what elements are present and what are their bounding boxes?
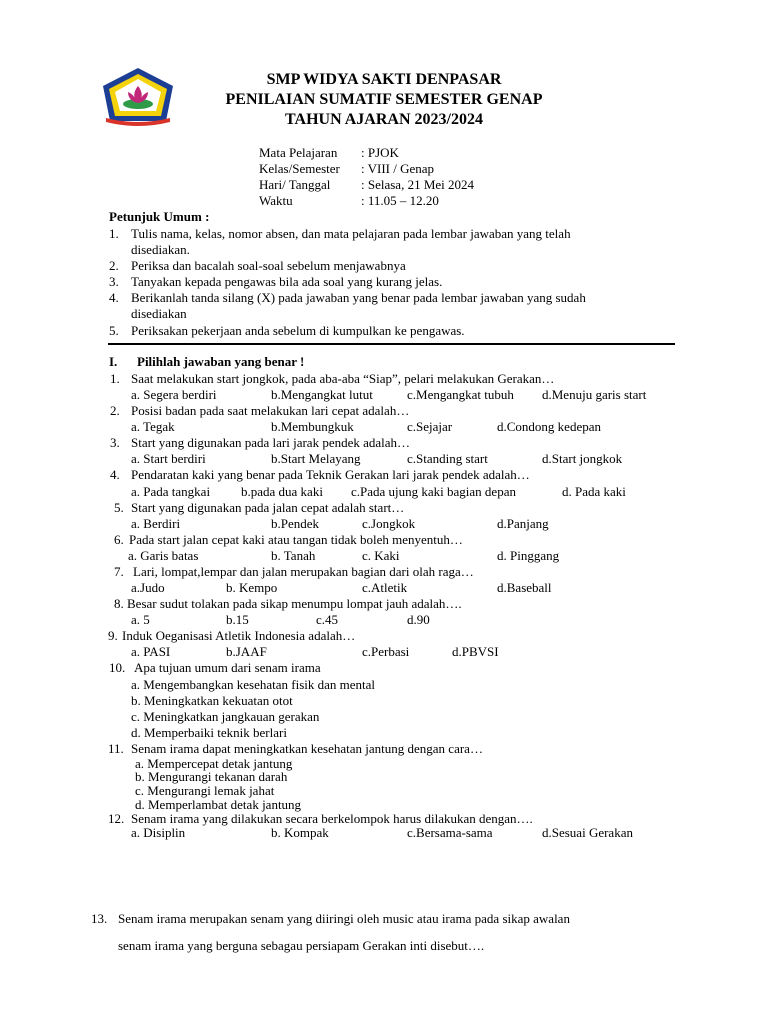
answer-option[interactable]: c.45 bbox=[316, 612, 339, 627]
answer-option[interactable]: a. Mengembangkan kesehatan fisik dan mental bbox=[131, 677, 376, 692]
instruction-num: 4. bbox=[109, 290, 119, 305]
answer-option[interactable]: c.Atletik bbox=[362, 580, 408, 595]
answer-option[interactable]: a. Berdiri bbox=[131, 516, 181, 531]
question-text: Pendaratan kaki yang benar pada Teknik Gerakan lari jarak pendek adalah… bbox=[131, 467, 530, 482]
instruction-text: Tulis nama, kelas, nomor absen, dan mata pelajaran pada lembar jawaban yang telah bbox=[131, 226, 571, 241]
question-text: Start yang digunakan pada lari jarak pendek adalah… bbox=[131, 435, 411, 450]
question-number: 13. bbox=[91, 911, 108, 926]
info-value: : VIII / Genap bbox=[361, 161, 435, 176]
exam-title: PENILAIAN SUMATIF SEMESTER GENAP bbox=[225, 91, 543, 108]
answer-option[interactable]: d.Menuju garis start bbox=[542, 387, 647, 402]
answer-option[interactable]: a.Judo bbox=[131, 580, 165, 595]
question-text: Posisi badan pada saat melakukan lari cepat adalah… bbox=[131, 403, 410, 418]
instruction-num: 1. bbox=[109, 226, 119, 241]
answer-option[interactable]: b. Meningkatkan kekuatan otot bbox=[131, 693, 293, 708]
answer-option[interactable]: a. PASI bbox=[131, 644, 171, 659]
info-value: : 11.05 – 12.20 bbox=[361, 193, 439, 208]
question-text: Induk Oeganisasi Atletik Indonesia adalah… bbox=[122, 628, 356, 643]
info-label: Mata Pelajaran bbox=[259, 145, 338, 160]
question-text: Lari, lompat,lempar dan jalan merupakan bagian dari olah raga… bbox=[133, 564, 474, 579]
question-text: Senam irama yang dilakukan secara berkelompok harus dilakukan dengan…. bbox=[131, 811, 533, 826]
answer-option[interactable]: d. Pada kaki bbox=[562, 484, 626, 499]
answer-option[interactable]: a. Mempercepat detak jantung bbox=[135, 756, 293, 771]
answer-option[interactable]: a. Pada tangkai bbox=[131, 484, 211, 499]
academic-year: TAHUN AJARAN 2023/2024 bbox=[285, 111, 483, 128]
answer-option[interactable]: b. Kempo bbox=[226, 580, 278, 595]
answer-option[interactable]: a. Tegak bbox=[131, 419, 175, 434]
answer-option[interactable]: a. Garis batas bbox=[128, 548, 199, 563]
question-text: Pada start jalan cepat kaki atau tangan tidak boleh menyentuh… bbox=[129, 532, 463, 547]
answer-option[interactable]: d. Memperbaiki teknik berlari bbox=[131, 725, 287, 740]
answer-option[interactable]: b. Tanah bbox=[271, 548, 316, 563]
answer-option[interactable]: c. Mengurangi lemak jahat bbox=[135, 783, 275, 798]
answer-option[interactable]: c.Bersama-sama bbox=[407, 825, 493, 840]
answer-option[interactable]: b.Start Melayang bbox=[271, 451, 361, 466]
question-text: Saat melakukan start jongkok, pada aba-aba “Siap”, pelari melakukan Gerakan… bbox=[131, 371, 555, 386]
info-label: Waktu bbox=[259, 193, 293, 208]
answer-option[interactable]: b.Pendek bbox=[271, 516, 320, 531]
question-text: Senam irama dapat meningkatkan kesehatan jantung dengan cara… bbox=[131, 741, 483, 756]
question-number: 1. bbox=[110, 371, 120, 386]
answer-option[interactable]: c.Perbasi bbox=[362, 644, 410, 659]
question-number: 6. bbox=[114, 532, 124, 547]
info-value: : PJOK bbox=[361, 145, 399, 160]
instruction-num: 5. bbox=[109, 323, 119, 338]
answer-option[interactable]: a. Disiplin bbox=[131, 825, 186, 840]
answer-option[interactable]: d.Start jongkok bbox=[542, 451, 623, 466]
answer-option[interactable]: c. Meningkatkan jangkauan gerakan bbox=[131, 709, 320, 724]
answer-option[interactable]: d.Condong kedepan bbox=[497, 419, 601, 434]
instructions-title: Petunjuk Umum : bbox=[109, 209, 210, 224]
question-number: 12. bbox=[108, 811, 125, 826]
answer-option[interactable]: c.Mengangkat tubuh bbox=[407, 387, 514, 402]
instruction-text: Periksakan pekerjaan anda sebelum di kumpulkan ke pengawas. bbox=[131, 323, 465, 338]
school-name: SMP WIDYA SAKTI DENPASAR bbox=[266, 71, 502, 88]
answer-option[interactable]: d.Sesuai Gerakan bbox=[542, 825, 633, 840]
answer-option[interactable]: c.Jongkok bbox=[362, 516, 416, 531]
answer-option[interactable]: c. Kaki bbox=[362, 548, 400, 563]
question-number: 9. bbox=[108, 628, 118, 643]
section-title: Pilihlah jawaban yang benar ! bbox=[137, 354, 305, 369]
answer-option[interactable]: b.Membungkuk bbox=[271, 419, 354, 434]
question-text: Apa tujuan umum dari senam irama bbox=[134, 660, 321, 675]
answer-option[interactable]: b.Mengangkat lutut bbox=[271, 387, 373, 402]
answer-option[interactable]: d. Pinggang bbox=[497, 548, 560, 563]
answer-option[interactable]: c.Pada ujung kaki bagian depan bbox=[351, 484, 516, 499]
instruction-text: disediakan bbox=[131, 306, 187, 321]
info-label: Hari/ Tanggal bbox=[259, 177, 331, 192]
answer-option[interactable]: c.Standing start bbox=[407, 451, 488, 466]
divider bbox=[108, 343, 675, 345]
question-number: 5. bbox=[114, 500, 124, 515]
answer-option[interactable]: a. Segera berdiri bbox=[131, 387, 217, 402]
question-text: Besar sudut tolakan pada sikap menumpu lompat jauh adalah…. bbox=[127, 596, 462, 611]
instruction-text: disediakan. bbox=[131, 242, 190, 257]
question-number: 3. bbox=[110, 435, 120, 450]
answer-option[interactable]: b. Kompak bbox=[271, 825, 329, 840]
answer-option[interactable]: d.Baseball bbox=[497, 580, 552, 595]
instruction-text: Berikanlah tanda silang (X) pada jawaban yang benar pada lembar jawaban yang sudah bbox=[131, 290, 586, 305]
question-number: 10. bbox=[109, 660, 126, 675]
answer-option[interactable]: d.Panjang bbox=[497, 516, 549, 531]
answer-option[interactable]: b.15 bbox=[226, 612, 249, 627]
question-number: 8. bbox=[114, 596, 124, 611]
question-text: Start yang digunakan pada jalan cepat adalah start… bbox=[131, 500, 405, 515]
answer-option[interactable]: b.JAAF bbox=[226, 644, 267, 659]
question-number: 11. bbox=[108, 741, 124, 756]
question-text: senam irama yang berguna sebagau persiapam Gerakan inti disebut…. bbox=[118, 938, 485, 953]
answer-option[interactable]: a. 5 bbox=[131, 612, 150, 627]
answer-option[interactable]: a. Start berdiri bbox=[131, 451, 206, 466]
answer-option[interactable]: b. Mengurangi tekanan darah bbox=[135, 769, 288, 784]
answer-option[interactable]: b.pada dua kaki bbox=[241, 484, 323, 499]
question-text: Senam irama merupakan senam yang diiringi oleh music atau irama pada sikap awalan bbox=[118, 911, 570, 926]
answer-option[interactable]: c.Sejajar bbox=[407, 419, 453, 434]
section-number: I. bbox=[109, 354, 118, 369]
instruction-text: Periksa dan bacalah soal-soal sebelum menjawabnya bbox=[131, 258, 406, 273]
answer-option[interactable]: d.PBVSI bbox=[452, 644, 499, 659]
answer-option[interactable]: d.90 bbox=[407, 612, 430, 627]
info-value: : Selasa, 21 Mei 2024 bbox=[361, 177, 475, 192]
info-label: Kelas/Semester bbox=[259, 161, 340, 176]
question-number: 2. bbox=[110, 403, 120, 418]
question-number: 7. bbox=[114, 564, 124, 579]
answer-option[interactable]: d. Memperlambat detak jantung bbox=[135, 797, 302, 812]
instruction-num: 2. bbox=[109, 258, 119, 273]
question-number: 4. bbox=[110, 467, 120, 482]
instruction-text: Tanyakan kepada pengawas bila ada soal yang kurang jelas. bbox=[131, 274, 443, 289]
instruction-num: 3. bbox=[109, 274, 119, 289]
